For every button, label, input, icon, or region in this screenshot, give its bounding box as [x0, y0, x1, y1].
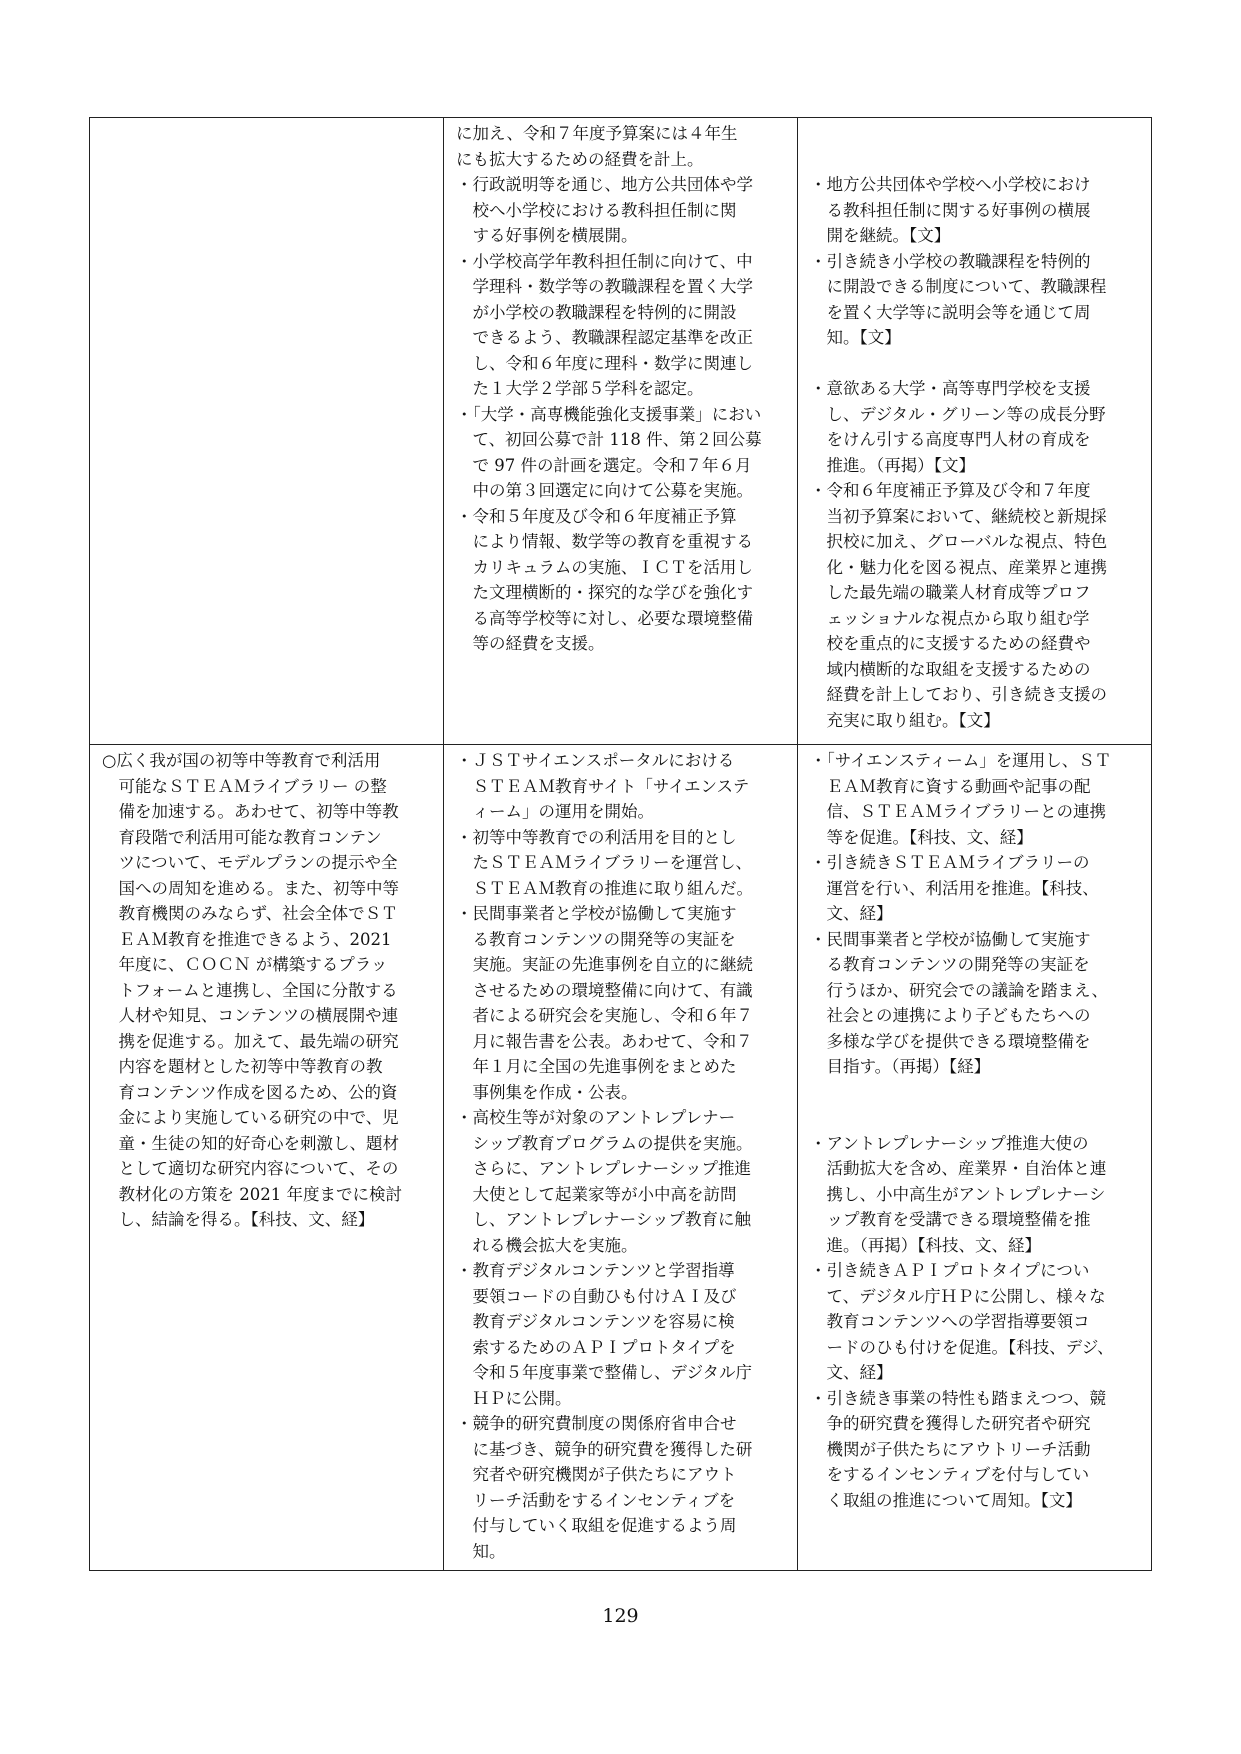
- paragraph: ・教育デジタルコンテンツと学習指導 要領コードの自動ひも付けＡＩ及び 教育デジタルコンテンツを容易に検 索するためのＡＰＩプロトタイプを 令和５年度事業で整備し、デジタル庁 ＨＰに公開。: [456, 1261, 753, 1408]
- measure-cell: [90, 118, 444, 745]
- measure-cell: [90, 745, 444, 1571]
- paragraph: ・「大学・高専機能強化支援事業」におい て、初回公募で計 118 件、第２回公募 で 97 件の計画を選定。令和７年６月 中の第３回選定に向けて公募を実施。: [456, 404, 762, 500]
- paragraph: ・令和５年度及び令和６年度補正予算 により情報、数学等の教育を重視する カリキュラムの実施、ＩＣＴを活用し た文理横断的・探究的な学びを強化す る高等学校等に対し、必要な環境整備 等の経費を支援。: [456, 506, 753, 653]
- paragraph: ・初等中等教育での利活用を目的とし たＳＴＥＡＭライブラリーを運営し、 ＳＴＥＡＭ教育の推進に取り組んだ。: [456, 827, 753, 898]
- paragraph: ・民間事業者と学校が協働して実施す る教育コンテンツの開発等の実証を 実施。実証の先進事例を自立的に継続 させるための環境整備に向けて、有識 者による研究会を実施し、令和６年７ 月に報告書を公表。あわせて、令和７ 年１月に全国の先進事例をまとめた 事例集を作成・公表。: [456, 904, 753, 1102]
- paragraph: ・引き続きＡＰＩプロトタイプについ て、デジタル庁ＨＰに公開し、様々な 教育コンテンツへの学習指導要領コ ードのひも付けを促進。【科技、デジ、 文、経】: [810, 1261, 1114, 1382]
- table-row: [90, 745, 1152, 1571]
- paragraph: ・民間事業者と学校が協働して実施す る教育コンテンツの開発等の実証を 行うほか、研究会での議論を踏まえ、 社会との連携により子どもたちへの 多様な学びを提供できる環境整備を 目指す。（再掲）【経】: [810, 929, 1108, 1076]
- paragraph: ・「サイエンスティーム」を運用し、ＳＴ ＥＡＭ教育に資する動画や記事の配 信、ＳＴＥＡＭライブラリーとの連携 等を促進。【科技、文、経】: [810, 751, 1112, 847]
- progress-cell: [444, 745, 798, 1571]
- paragraph: ・地方公共団体や学校へ小学校におけ る教科担任制に関する好事例の横展 開を継続。【文】: [810, 175, 1091, 245]
- progress-cell: [444, 118, 798, 745]
- paragraph: ・アントレプレナーシップ推進大使の 活動拡大を含め、産業界・自治体と連 携し、小中高生がアントレプレナーシ ップ教育を受講できる環境整備を推 進。（再掲）【科技、文、経】: [810, 1133, 1107, 1255]
- paragraph: に加え、令和７年度予算案には４年生 にも拡大するための経費を計上。: [456, 124, 738, 169]
- paragraph: ・ＪＳＴサイエンスポータルにおける ＳＴＥＡＭ教育サイト「サイエンステ ィーム」の運用を開始。: [456, 751, 750, 821]
- policy-progress-table: [89, 117, 1152, 1571]
- paragraph: ・令和６年度補正予算及び令和７年度 当初予算案において、継続校と新規採 択校に加え、グローバルな視点、特色 化・魅力化を図る視点、産業界と連携 した最先端の職業人材育成等プロフ ェッショナルな視点から取り組む学 校を重点的に支援するための経費や 域内横断的な取組を支援するための 経費を計上しており、引き続き支援の 充実に取り組む。【文】: [810, 481, 1108, 730]
- paragraph: ○広く我が国の初等中等教育で利活用 可能なＳＴＥＡＭライブラリー の整 備を加速する。あわせて、初等中等教 育段階で利活用可能な教育コンテン ツについて、モデルプランの提示や全 国への周知を進める。また、初等中等 教育機関のみならず、社会全体でＳＴ ＥＡＭ教育を推進できるよう、2021 年度に、ＣＯＣＮ が構築するプラッ トフォームと連携し、全国に分散する 人材や知見、コンテンツの横展開や連 携を促進する。加えて、最先端の研究 内容を題材とした初等中等教育の教 育コンテンツ作成を図るため、公的資 金により実施している研究の中で、児 童・生徒の知的好奇心を刺激し、題材 として適切な研究内容について、その 教材化の方策を 2021 年度までに検討 し、結論を得る。【科技、文、経】: [102, 751, 402, 1229]
- paragraph: ・小学校高学年教科担任制に向けて、中 学理科・数学等の教職課程を置く大学 が小学校の教職課程を特例的に開設 できるよう、教職課程認定基準を改正 し、令和６年度に理科・数学に関連し た１大学２学部５学科を認定。: [456, 251, 753, 398]
- future-plan-cell: [798, 745, 1152, 1571]
- page-number: 129: [602, 1605, 639, 1627]
- paragraph: ・引き続き小学校の教職課程を特例的 に開設できる制度について、教職課程 を置く大学等に説明会等を通じて周 知。【文】: [810, 251, 1107, 347]
- future-plan-cell: [798, 118, 1152, 745]
- paragraph: ・意欲ある大学・高等専門学校を支援 し、デジタル・グリーン等の成長分野 をけん引する高度専門人材の育成を 推進。（再掲）【文】: [810, 379, 1106, 475]
- paragraph: ・引き続き事業の特性も踏まえつつ、競 争的研究費を獲得した研究者や研究 機関が子供たちにアウトリーチ活動 をするインセンティブを付与してい く取組の推進について周知。【文】: [810, 1388, 1107, 1510]
- paragraph: ・高校生等が対象のアントレプレナー シップ教育プログラムの提供を実施。 さらに、アントレプレナーシップ推進 大使として起業家等が小中高を訪問 し、アントレプレナーシップ教育に触 れる機会拡大を実施。: [456, 1108, 753, 1255]
- paragraph: ・行政説明等を通じ、地方公共団体や学 校へ小学校における教科担任制に関 する好事例を横展開。: [456, 175, 753, 245]
- paragraph: ・引き続きＳＴＥＡＭライブラリーの 運営を行い、利活用を推進。【科技、 文、経】: [810, 853, 1099, 923]
- table-row: [90, 118, 1152, 745]
- paragraph: ・競争的研究費制度の関係府省申合せ に基づき、競争的研究費を獲得した研 究者や研究機関が子供たちにアウト リーチ活動をするインセンティブを 付与していく取組を促進するよう周 知。: [456, 1414, 753, 1561]
